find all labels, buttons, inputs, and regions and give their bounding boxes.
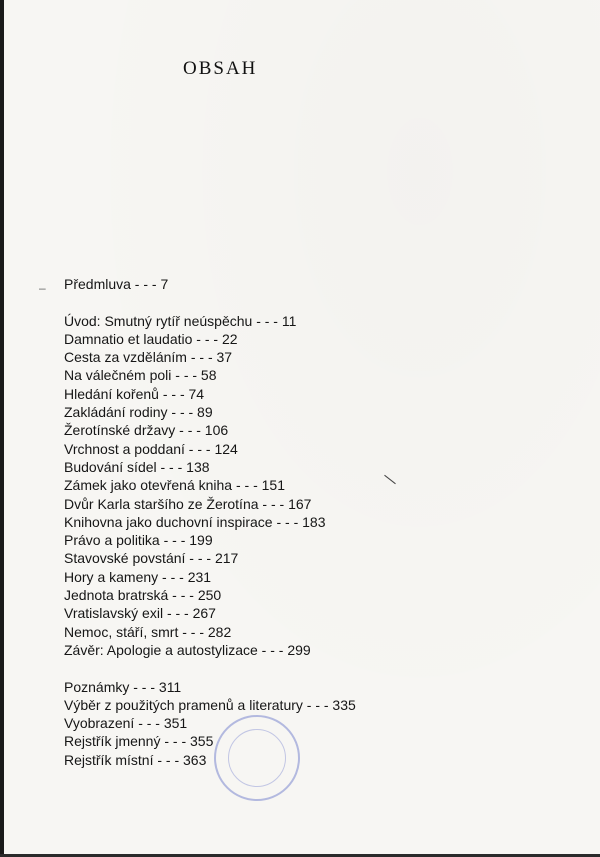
toc-entry: Poznámky - - - 311 <box>64 678 182 695</box>
toc-entry: Zakládání rodiny - - - 89 <box>64 404 213 421</box>
toc-entry: Nemoc, stáří, smrt - - - 282 <box>64 623 232 640</box>
toc-entry: Rejstřík jmenný - - - 355 <box>64 733 214 750</box>
toc-entry: Cesta za vzděláním - - - 37 <box>64 349 233 366</box>
toc-entry: Na válečném poli - - - 58 <box>64 367 217 384</box>
toc-entry: Dvůr Karla staršího ze Žerotína - - - 167 <box>64 495 312 512</box>
toc-entry: Vyobrazení - - - 351 <box>64 715 188 732</box>
margin-dash-mark: – <box>39 281 46 295</box>
toc-entry: Vrchnost a poddaní - - - 124 <box>64 440 238 457</box>
toc-entry: Vratislavský exil - - - 267 <box>64 605 216 622</box>
toc-entry: Výběr z použitých pramenů a literatury - - - 335 <box>64 696 356 713</box>
toc-entry: Žerotínské državy - - - 106 <box>64 422 229 439</box>
toc-entry: Předmluva - - - 7 <box>64 276 169 292</box>
toc-entry: Rejstřík místní - - - 363 <box>64 751 207 768</box>
toc-entry: Hory a kameny - - - 231 <box>64 568 212 585</box>
toc-entry: Stavovské povstání - - - 217 <box>64 550 239 567</box>
toc-section-gap <box>64 293 584 311</box>
toc-section-gap <box>64 659 584 677</box>
toc-entry: Právo a politika - - - 199 <box>64 532 213 549</box>
page-edge-shadow <box>0 0 4 857</box>
table-of-contents <box>64 275 584 769</box>
toc-entry: Jednota bratrská - - - 250 <box>64 587 222 604</box>
library-stamp <box>214 715 300 801</box>
toc-entry: Závěr: Apologie a autostylizace - - - 299 <box>64 641 311 658</box>
toc-entry: Zámek jako otevřená kniha - - - 151 <box>64 477 285 494</box>
toc-entry: Hledání kořenů - - - 74 <box>64 385 205 402</box>
toc-entry: Damnatio et laudatio - - - 22 <box>64 330 238 347</box>
toc-entry: Úvod: Smutný rytíř neúspěchu - - - 11 <box>64 312 297 329</box>
page-title: OBSAH <box>183 58 258 79</box>
library-stamp-inner-ring <box>228 729 286 787</box>
toc-entry: Knihovna jako duchovní inspirace - - - 183 <box>64 513 326 530</box>
toc-entry: Budování sídel - - - 138 <box>64 458 210 475</box>
